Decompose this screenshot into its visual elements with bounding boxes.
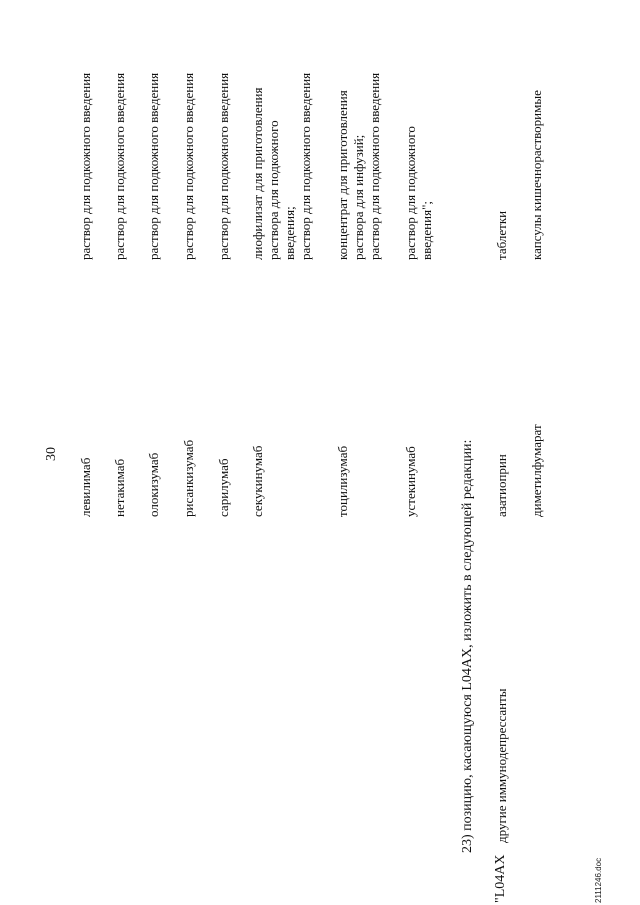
dosage-form-cell [529,90,545,260]
dosage-form-cell [216,73,232,260]
dosage-form-cell [403,126,435,260]
dosage-form-line: раствор для подкожного введения [298,72,313,260]
dosage-form-cell [335,73,383,260]
drug-name-netakimab: нетакимаб [112,458,127,517]
drug-name-ustekinumab: устекинумаб [403,446,418,517]
drug-name-tocilizumab: тоцилизумаб [335,445,350,517]
dosage-form-line: раствор для подкожного введения [146,72,161,260]
dosage-form-line: раствор для подкожного введения [78,72,93,260]
dosage-form-line: раствора для инфузий; [351,134,366,260]
drug-name-secukinumab: секукинумаб [250,445,265,517]
dosage-form-cell [250,73,314,260]
drug-name-dimethylfumarate: диметилфумарат [529,424,544,517]
dosage-form-line: лиофилизат для приготовления [250,87,265,260]
dosage-form-line: введения; [282,206,297,260]
dosage-form-line: таблетки [494,210,509,260]
dosage-form-line: раствор для подкожного введения [181,72,196,260]
dosage-form-cell [78,73,94,260]
dosage-form-line: введения"; [419,201,434,260]
dosage-form-line: раствора для подкожного [266,120,281,260]
dosage-form-line: раствор для подкожного введения [367,72,382,260]
dosage-form-line: концентрат для приготовления [335,90,350,260]
drug-name-azathioprine: азатиоприн [494,454,509,517]
drug-name-risankizumab: рисанкизумаб [181,439,196,517]
dosage-form-line: раствор для подкожного введения [112,72,127,260]
dosage-form-line: раствор для подкожного [403,126,418,260]
footer-file-name: 2111246.doc [594,857,603,903]
drug-name-sarilumab: сарилумаб [216,458,231,517]
dosage-form-cell [112,73,128,260]
dosage-form-line: капсулы кишечнорастворимые [529,90,544,260]
page-number: 30 [44,447,59,461]
dosage-form-line: раствор для подкожного введения [216,72,231,260]
atc-code: "L04AX [493,854,508,903]
atc-group-name: другие иммунодепрессанты [494,688,509,843]
dosage-form-cell [494,211,510,260]
dosage-form-cell [181,73,197,260]
dosage-form-cell [146,73,162,260]
drug-name-levilimab: левилимаб [78,457,93,517]
amendment-intro-text: 23) позицию, касающуюся L04AX, изложить в следующей редакции: [460,439,475,853]
drug-name-olokizumab: олокизумаб [146,452,161,517]
